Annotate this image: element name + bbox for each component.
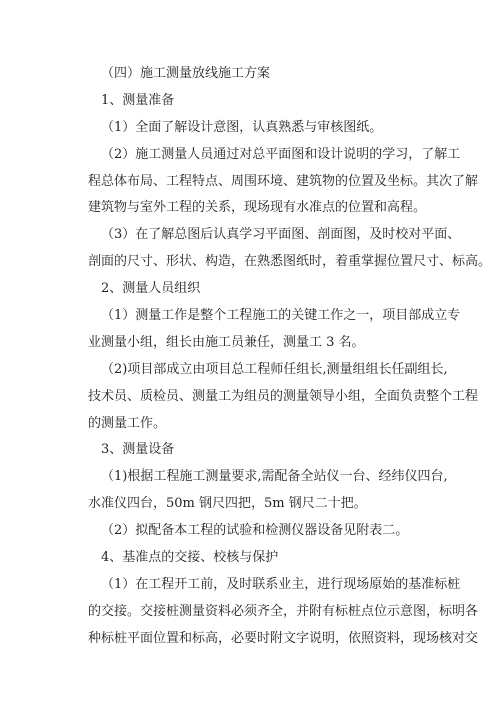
paragraph-line: （1）在工程开工前，及时联系业主，进行现场原始的基准标桩 (101, 576, 461, 592)
subsection-heading: 3、测量设备 (101, 442, 175, 458)
paragraph-line: 程总体布局、工程特点、周围环境、建筑物的位置及坐标。其次了解 (88, 173, 479, 189)
paragraph-line: 水准仪四台，50m 钢尺四把，5m 钢尺二十把。 (88, 496, 367, 512)
paragraph-line: （1)根据工程施工测量要求,需配备全站仪一台、经纬仪四台, (101, 469, 448, 485)
subsection-heading: 1、测量准备 (101, 92, 175, 108)
subsection-heading: 2、测量人员组织 (101, 281, 201, 297)
paragraph-line: （1）全面了解设计意图，认真熟悉与审核图纸。 (101, 119, 383, 135)
paragraph-line: 业测量小组，组长由施工员兼任，测量工 3 名。 (88, 334, 365, 350)
section-heading: （四）施工测量放线施工方案 (101, 66, 271, 81)
subsection-heading: 4、基准点的交接、校核与保护 (101, 550, 279, 566)
paragraph-line: 剖面的尺寸、形状、构造，在熟悉图纸时，着重掌握位置尺寸、标高。 (88, 254, 492, 270)
paragraph-line: 的交接。交接桩测量资料必须齐全，并附有标桩点位示意图，标明各 (88, 603, 479, 619)
paragraph-line: 技术员、质检员、测量工为组员的测量领导小组，全面负责整个工程 (88, 388, 479, 404)
paragraph-line: （2）拟配备本工程的试验和检测仪器设备见附表二。 (101, 523, 409, 539)
paragraph-line: （3）在了解总图后认真学习平面图、剖面图，及时校对平面、 (101, 227, 461, 243)
paragraph-line: 建筑物与室外工程的关系，现场现有水准点的位置和高程。 (88, 200, 427, 216)
paragraph-line: （1）测量工作是整个工程施工的关键工作之一，项目部成立专 (101, 308, 461, 324)
paragraph-line: （2）施工测量人员通过对总平面图和设计说明的学习，了解工 (101, 146, 461, 162)
paragraph-line: 种标桩平面位置和标高，必要时附文字说明，依照资料，现场核对交 (88, 630, 479, 646)
paragraph-line: （2)项目部成立由项目总工程师任组长,测量组组长任副组长, (101, 361, 448, 377)
document-body (88, 61, 492, 653)
paragraph-line: 的测量工作。 (88, 415, 167, 431)
